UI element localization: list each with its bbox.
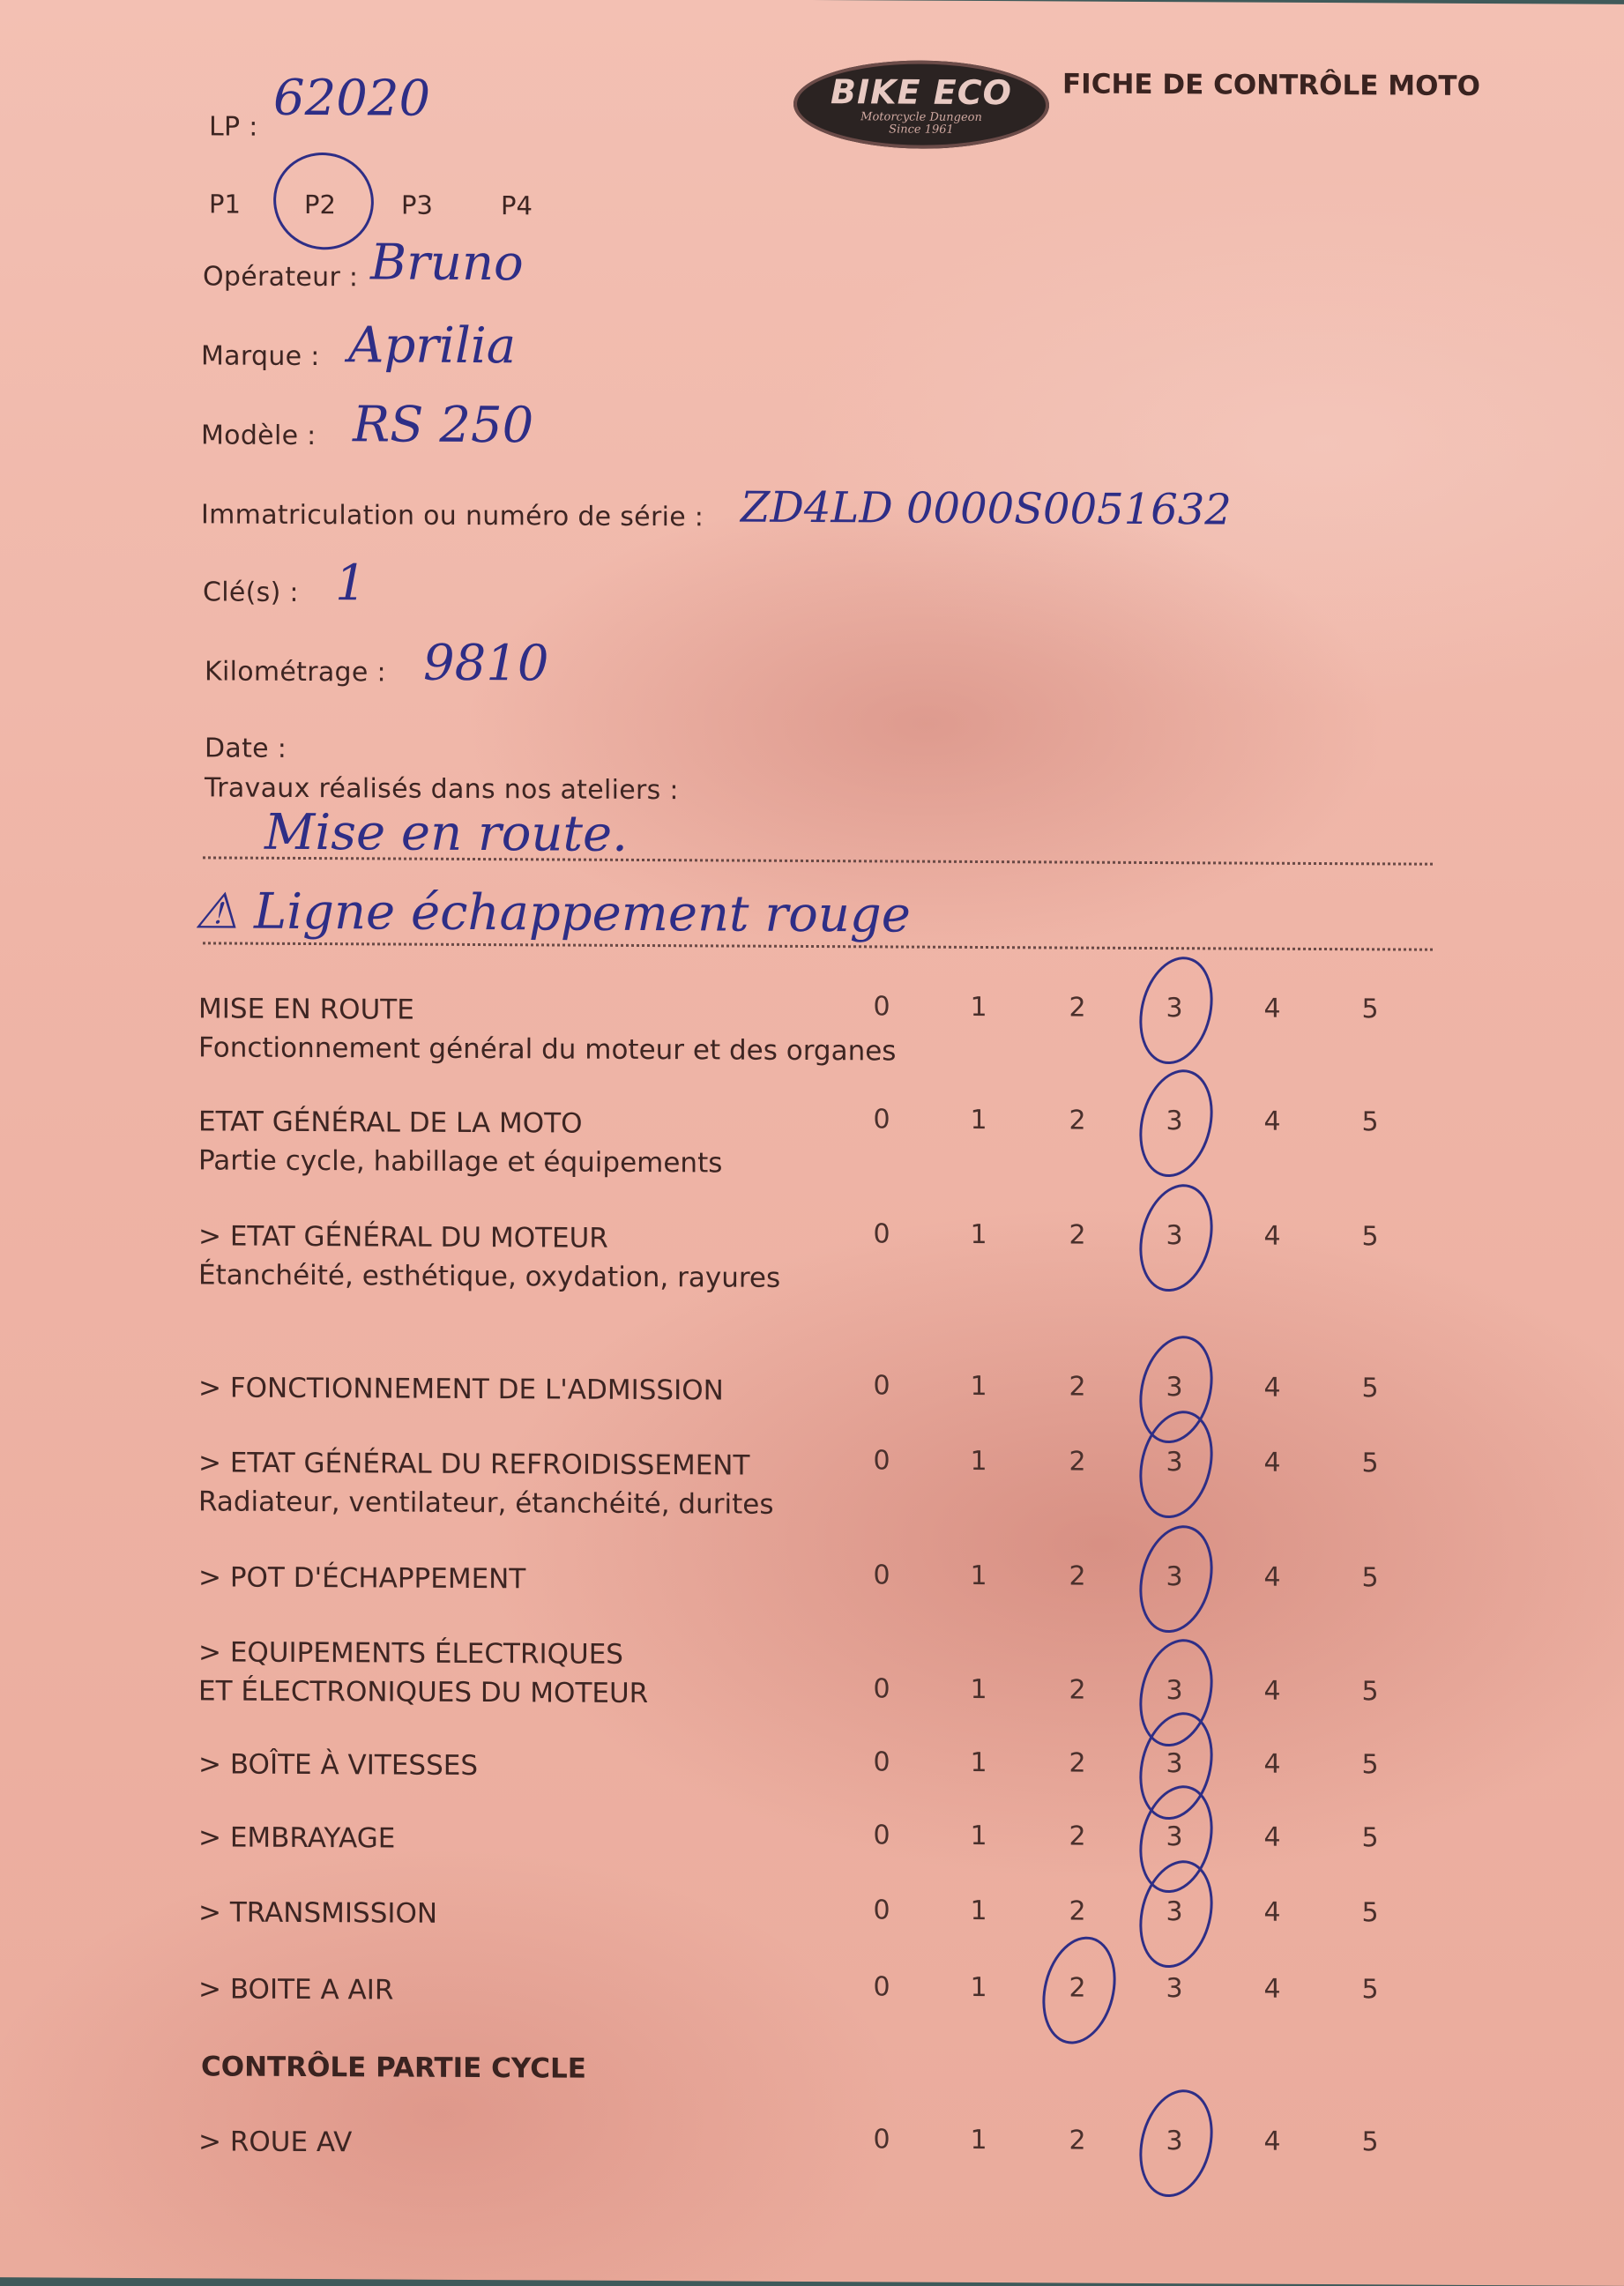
check-10-selected-circle (1032, 1929, 1127, 2052)
check-1-title: ETAT GÉNÉRAL DE LA MOTO (198, 1106, 583, 1140)
priority-selected-circle (263, 142, 384, 261)
check-0-score-3[interactable]: 3 (1166, 993, 1183, 1024)
check-9-score-5[interactable]: 5 (1361, 1897, 1379, 1929)
check-7-score-5[interactable]: 5 (1361, 1749, 1379, 1781)
check-6-title: > EQUIPEMENTS ÉLECTRIQUES (198, 1636, 623, 1671)
check-1-selected-circle (1129, 1061, 1224, 1185)
check-1-score-5[interactable]: 5 (1361, 1106, 1379, 1138)
check-5-selected-circle (1129, 1517, 1224, 1641)
check-6-score-4[interactable]: 4 (1263, 1675, 1281, 1707)
logo-tagline-1: Motorcycle Dungeon (860, 110, 982, 125)
check-0-score-2[interactable]: 2 (1069, 992, 1086, 1024)
check-9-score-2[interactable]: 2 (1069, 1895, 1086, 1927)
check-7-score-2[interactable]: 2 (1069, 1747, 1086, 1779)
check-4-subtitle: Radiateur, ventilateur, étanchéité, durites (198, 1486, 774, 1521)
date-label: Date : (205, 733, 287, 764)
check-5-score-3[interactable]: 3 (1166, 1561, 1183, 1593)
lp-label: LP : (209, 111, 258, 143)
check-2-score-1[interactable]: 1 (970, 1218, 987, 1251)
cycle-check-0-score-5[interactable]: 5 (1361, 2126, 1379, 2158)
check-10-score-1[interactable]: 1 (970, 1971, 987, 2004)
check-9-score-3[interactable]: 3 (1166, 1896, 1183, 1928)
check-6-subtitle: ET ÉLECTRONIQUES DU MOTEUR (198, 1675, 649, 1710)
check-6-score-5[interactable]: 5 (1361, 1676, 1379, 1708)
cycle-check-0-score-3[interactable]: 3 (1166, 2126, 1183, 2157)
check-0-score-5[interactable]: 5 (1361, 994, 1379, 1025)
priority-option-p2[interactable]: P2 (304, 189, 336, 220)
check-4-score-0[interactable]: 0 (873, 1445, 890, 1477)
check-6-score-1[interactable]: 1 (970, 1673, 987, 1706)
check-0-score-1[interactable]: 1 (970, 991, 987, 1024)
check-2-score-3[interactable]: 3 (1166, 1220, 1183, 1252)
check-1-score-0[interactable]: 0 (873, 1104, 890, 1136)
check-2-score-2[interactable]: 2 (1069, 1219, 1086, 1251)
check-6-score-2[interactable]: 2 (1069, 1674, 1086, 1706)
bike-eco-logo (793, 60, 1049, 150)
check-7-score-4[interactable]: 4 (1263, 1748, 1281, 1780)
check-1-score-1[interactable]: 1 (970, 1104, 987, 1136)
priority-option-p3[interactable]: P3 (401, 190, 433, 220)
check-2-selected-circle (1129, 1176, 1224, 1299)
check-2-score-4[interactable]: 4 (1263, 1220, 1281, 1252)
check-9-score-0[interactable]: 0 (873, 1895, 890, 1926)
check-4-score-1[interactable]: 1 (970, 1445, 987, 1478)
check-4-score-5[interactable]: 5 (1361, 1448, 1379, 1479)
check-1-subtitle: Partie cycle, habillage et équipements (198, 1144, 723, 1180)
cycle-check-0-title: > ROUE AV (198, 2126, 353, 2159)
marque-label: Marque : (201, 340, 320, 373)
check-5-score-0[interactable]: 0 (873, 1560, 890, 1591)
check-7-score-3[interactable]: 3 (1166, 1748, 1183, 1780)
check-8-score-0[interactable]: 0 (873, 1820, 890, 1851)
check-2-score-0[interactable]: 0 (873, 1218, 890, 1250)
check-5-score-1[interactable]: 1 (970, 1560, 987, 1592)
check-8-score-3[interactable]: 3 (1166, 1821, 1183, 1853)
check-0-score-0[interactable]: 0 (873, 991, 890, 1023)
check-2-score-5[interactable]: 5 (1361, 1221, 1379, 1253)
check-2-title: > ETAT GÉNÉRAL DU MOTEUR (198, 1220, 608, 1255)
check-1-score-2[interactable]: 2 (1069, 1105, 1086, 1136)
cles-value[interactable]: 1 (335, 555, 367, 613)
cycle-check-0-selected-circle (1129, 2081, 1224, 2205)
check-10-score-3[interactable]: 3 (1166, 1973, 1183, 2005)
check-10-score-2[interactable]: 2 (1069, 1972, 1086, 2004)
cycle-check-0-score-2[interactable]: 2 (1069, 2125, 1086, 2156)
check-6-score-3[interactable]: 3 (1166, 1675, 1183, 1707)
marque-value[interactable]: Aprilia (348, 316, 517, 376)
check-9-score-1[interactable]: 1 (970, 1895, 987, 1927)
check-1-score-4[interactable]: 4 (1263, 1106, 1281, 1137)
check-0-selected-circle (1129, 949, 1224, 1072)
priority-option-p1[interactable]: P1 (209, 189, 241, 220)
check-8-score-5[interactable]: 5 (1361, 1822, 1379, 1854)
cles-label: Clé(s) : (203, 577, 299, 608)
priority-option-p4[interactable]: P4 (501, 190, 533, 221)
cycle-check-0-score-1[interactable]: 1 (970, 2124, 987, 2156)
check-0-title: MISE EN ROUTE (198, 993, 414, 1026)
check-8-score-1[interactable]: 1 (970, 1820, 987, 1852)
check-3-score-0[interactable]: 0 (873, 1370, 890, 1402)
check-7-score-0[interactable]: 0 (873, 1746, 890, 1778)
immat-value[interactable]: ZD4LD 0000S0051632 (741, 482, 1232, 535)
operateur-label: Opérateur : (203, 261, 359, 294)
immat-label: Immatriculation ou numéro de série : (201, 499, 704, 533)
check-4-score-3[interactable]: 3 (1166, 1447, 1183, 1478)
check-4-title: > ETAT GÉNÉRAL DU REFROIDISSEMENT (198, 1447, 750, 1482)
check-9-score-4[interactable]: 4 (1263, 1896, 1281, 1928)
check-10-title: > BOITE A AIR (198, 1973, 394, 2007)
modele-value[interactable]: RS 250 (353, 396, 534, 455)
cycle-check-0-score-4[interactable]: 4 (1263, 2126, 1281, 2157)
check-8-title: > EMBRAYAGE (198, 1821, 396, 1855)
cycle-section-heading: CONTRÔLE PARTIE CYCLE (201, 2051, 586, 2085)
km-label: Kilométrage : (205, 656, 386, 689)
operateur-value[interactable]: Bruno (370, 234, 524, 293)
check-5-score-4[interactable]: 4 (1263, 1561, 1281, 1593)
logo-brand: BIKE ECO (831, 72, 1012, 113)
cycle-check-0-score-0[interactable]: 0 (873, 2124, 890, 2156)
check-3-score-5[interactable]: 5 (1361, 1373, 1379, 1404)
check-5-score-2[interactable]: 2 (1069, 1560, 1086, 1592)
check-4-score-4[interactable]: 4 (1263, 1447, 1281, 1478)
check-3-score-2[interactable]: 2 (1069, 1371, 1086, 1403)
check-8-score-4[interactable]: 4 (1263, 1821, 1281, 1853)
check-3-score-3[interactable]: 3 (1166, 1372, 1183, 1404)
check-7-score-1[interactable]: 1 (970, 1746, 987, 1779)
check-3-score-1[interactable]: 1 (970, 1370, 987, 1403)
check-5-title: > POT D'ÉCHAPPEMENT (198, 1561, 526, 1596)
check-10-score-0[interactable]: 0 (873, 1971, 890, 2003)
check-2-subtitle: Étanchéité, esthétique, oxydation, rayures (198, 1259, 781, 1294)
check-7-title: > BOÎTE À VITESSES (198, 1748, 479, 1783)
check-4-score-2[interactable]: 2 (1069, 1446, 1086, 1478)
check-9-title: > TRANSMISSION (198, 1896, 438, 1930)
check-3-score-4[interactable]: 4 (1263, 1372, 1281, 1404)
check-10-score-5[interactable]: 5 (1361, 1974, 1379, 2006)
travaux-line-2[interactable]: ⚠ Ligne échappement rouge (194, 882, 911, 944)
modele-label: Modèle : (201, 420, 317, 452)
check-0-subtitle: Fonctionnement général du moteur et des organes (198, 1031, 897, 1068)
check-10-score-4[interactable]: 4 (1263, 1973, 1281, 2005)
logo-tagline-2: Since 1961 (889, 123, 954, 137)
travaux-line-1[interactable]: Mise en route. (264, 803, 628, 863)
check-0-score-4[interactable]: 4 (1263, 993, 1281, 1024)
lp-value[interactable]: 62020 (273, 69, 431, 128)
check-8-score-2[interactable]: 2 (1069, 1821, 1086, 1852)
km-value[interactable]: 9810 (423, 634, 549, 693)
sheet-title: FICHE DE CONTRÔLE MOTO (1062, 68, 1480, 102)
check-6-score-0[interactable]: 0 (873, 1673, 890, 1705)
travaux-label: Travaux réalisés dans nos ateliers : (205, 772, 679, 807)
check-5-score-5[interactable]: 5 (1361, 1562, 1379, 1594)
check-1-score-3[interactable]: 3 (1166, 1106, 1183, 1137)
check-3-title: > FONCTIONNEMENT DE L'ADMISSION (198, 1372, 724, 1407)
